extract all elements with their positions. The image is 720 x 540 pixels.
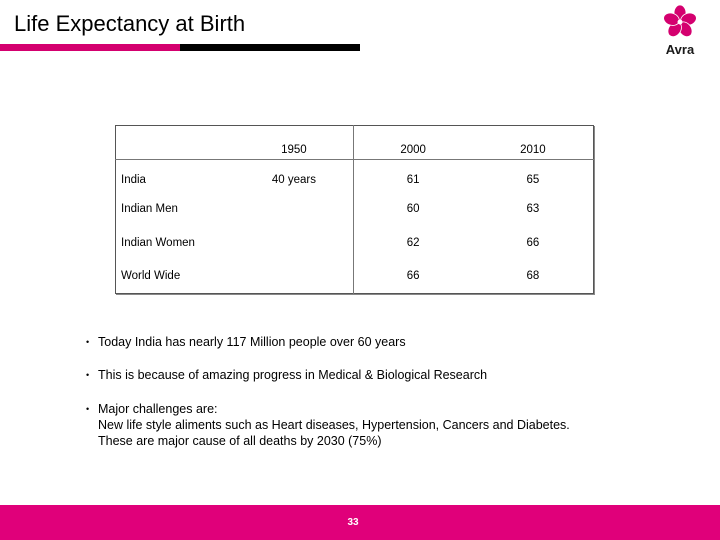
table-row [116, 159, 594, 193]
cell-2010: 63 [526, 203, 540, 216]
header-2000: 2000 [353, 126, 473, 160]
cell-2010: 68 [526, 270, 540, 283]
footer-bar [0, 505, 720, 540]
header-1950: 1950 [235, 126, 353, 160]
cell-1950 [235, 260, 353, 294]
bullet-item [86, 401, 570, 449]
cell-2000: 62 [406, 237, 420, 250]
bullet-text: Today India has nearly 117 Million people over 60 years [98, 335, 406, 349]
logo-text: Avra [665, 42, 695, 57]
bullet-text: Major challenges are: [98, 402, 218, 416]
table-header-row [116, 126, 594, 160]
bullet-item [86, 334, 406, 350]
title-underline-accent [0, 44, 180, 51]
bullet-dot: • [86, 337, 90, 347]
row-label: Indian Women [121, 237, 195, 250]
cell-1950: 40 years [235, 159, 353, 193]
cell-2010: 66 [526, 237, 540, 250]
table-row [116, 226, 594, 260]
life-expectancy-table [115, 125, 594, 294]
header-blank [116, 126, 236, 160]
bullet-dot: • [86, 370, 90, 380]
cell-1950 [235, 193, 353, 227]
table-row [116, 260, 594, 294]
row-label: World Wide [121, 270, 181, 283]
bullet-text: This is because of amazing progress in Medical & Biological Research [98, 368, 488, 382]
page-number: 33 [347, 517, 359, 528]
slide-title: Life Expectancy at Birth [14, 11, 246, 36]
cell-2000: 60 [406, 203, 420, 216]
cell-2010: 65 [526, 174, 540, 187]
row-label: Indian Men [121, 203, 178, 216]
row-label: India [121, 174, 146, 187]
cell-1950 [235, 226, 353, 260]
cell-2000: 61 [406, 174, 420, 187]
bullet-dot: • [86, 404, 90, 414]
flower-icon [656, 4, 704, 44]
bullet-subtext: These are major cause of all deaths by 2030 (75%) [98, 434, 382, 448]
cell-2000: 66 [406, 270, 420, 283]
header-2010: 2010 [473, 126, 594, 160]
avra-logo [656, 4, 704, 60]
table-row [116, 193, 594, 227]
bullet-item [86, 367, 487, 383]
bullet-subtext: New life style aliments such as Heart diseases, Hypertension, Cancers and Diabetes. [98, 418, 570, 432]
